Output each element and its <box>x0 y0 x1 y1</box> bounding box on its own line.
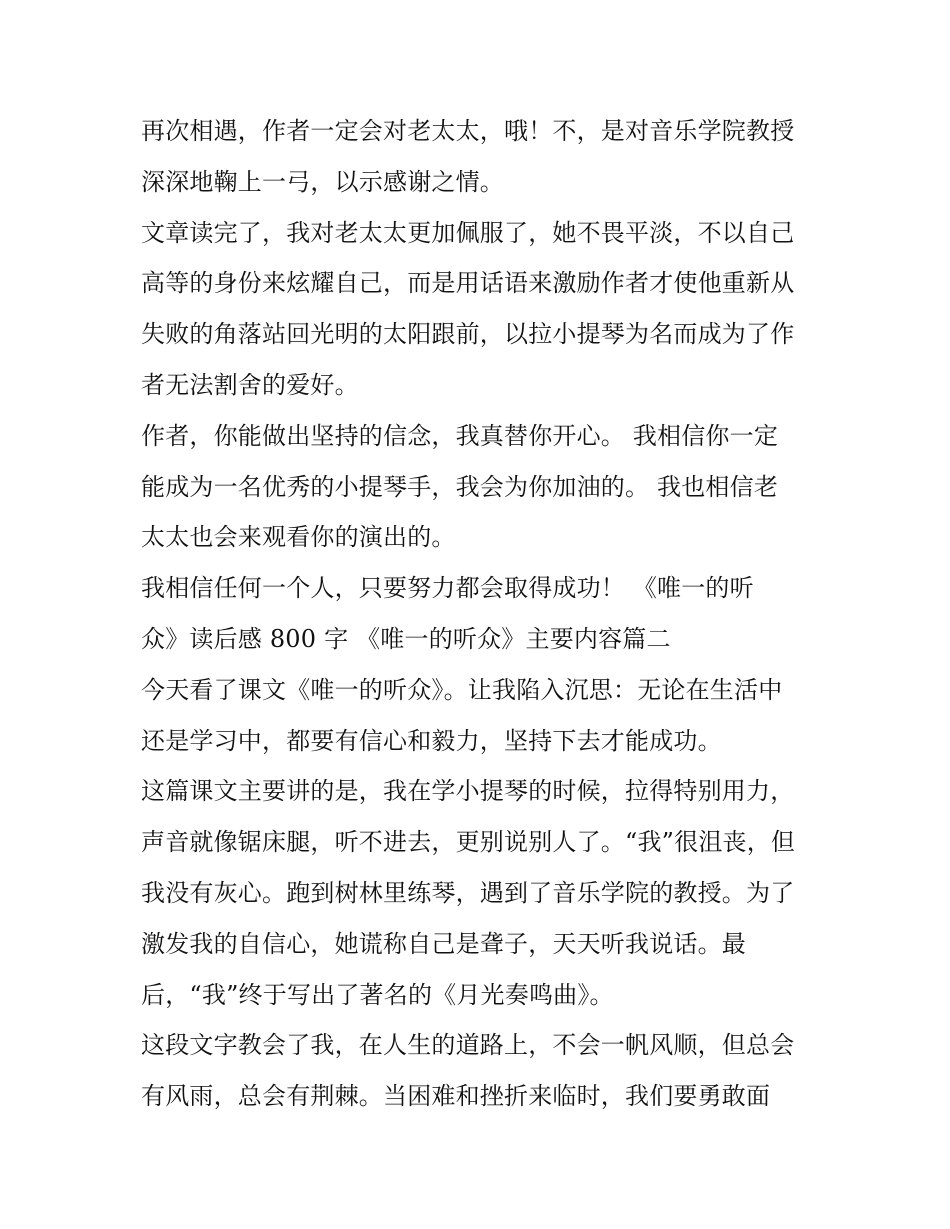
text-line: 能成为一名优秀的小提琴手，我会为你加油的。 我也相信老 <box>141 472 779 501</box>
text-line: 激发我的自信心，她谎称自己是聋子，天天听我说话。最 <box>141 929 746 958</box>
text-line: 深深地鞠上一弓，以示感谢之情。 <box>141 167 504 196</box>
text-line: 这篇课文主要讲的是，我在学小提琴的时候，拉得特别用力， <box>141 777 795 806</box>
text-line: 后，“我”终于写出了著名的《月光奏鸣曲》。 <box>141 980 614 1009</box>
text-line: 这段文字教会了我，在人生的道路上，不会一帆风顺，但总会 <box>141 1031 795 1060</box>
text-line: 高等的身份来炫耀自己，而是用话语来激励作者才使他重新从 <box>141 269 795 298</box>
text-line: 有风雨，总会有荆棘。当困难和挫折来临时，我们要勇敢面 <box>141 1082 771 1111</box>
text-line: 文章读完了，我对老太太更加佩服了，她不畏平淡，不以自己 <box>141 218 795 247</box>
text-line: 失败的角落站回光明的太阳跟前，以拉小提琴为名而成为了作 <box>141 320 795 349</box>
text-line: 还是学习中，都要有信心和毅力，坚持下去才能成功。 <box>141 726 722 755</box>
text-line: 今天看了课文《唯一的听众》。让我陷入沉思：无论在生活中 <box>141 675 783 704</box>
text-line: 再次相遇，作者一定会对老太太，哦！不，是对音乐学院教授 <box>141 117 795 145</box>
body-text <box>141 106 831 1122</box>
text-line: 声音就像锯床腿，听不进去，更别说别人了。“我”很沮丧，但 <box>141 828 796 857</box>
text-line: 我没有灰心。跑到树林里练琴，遇到了音乐学院的教授。为了 <box>141 878 795 907</box>
text-line: 者无法割舍的爱好。 <box>141 370 359 399</box>
text-line: 太太也会来观看你的演出的。 <box>141 523 456 552</box>
text-line: 我相信任何一个人，只要努力都会取得成功！ 《唯一的听 <box>141 574 754 603</box>
text-line: 作者，你能做出坚持的信念，我真替你开心。 我相信你一定 <box>141 421 779 450</box>
section-heading-line: 众》读后感 800 字 《唯一的听众》主要内容篇二 <box>141 624 671 653</box>
